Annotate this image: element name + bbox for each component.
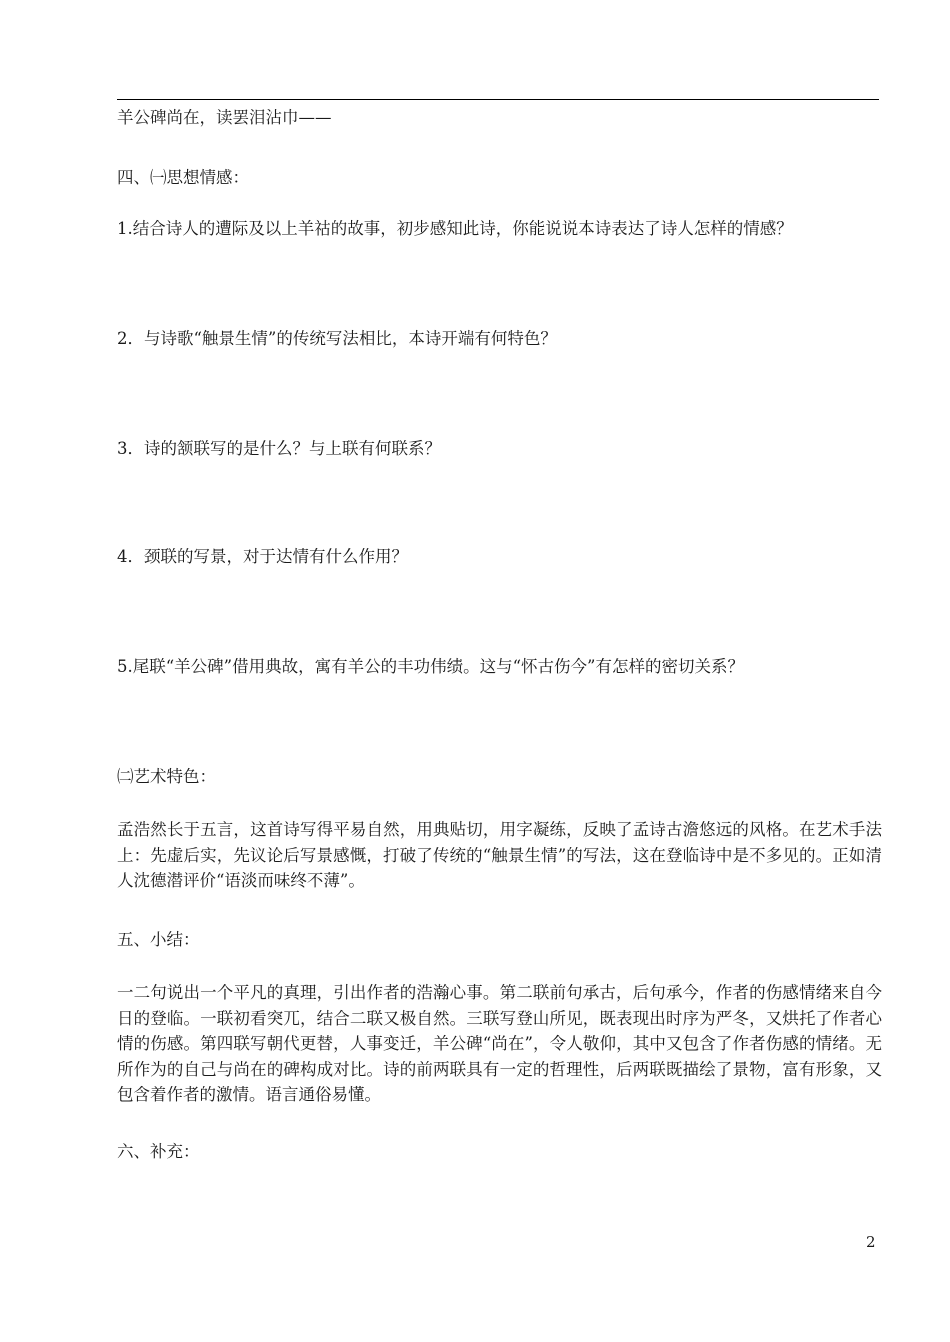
- art-paragraph: 孟浩然长于五言，这首诗写得平易自然，用典贴切，用字凝练，反映了孟诗古澹悠远的风格。在艺术手法上：先虚后实，先议论后写景感慨，打破了传统的“触景生情”的写法，这在登临诗中是不多见的。正如清人沈德潜评价“语淡而味终不薄”。: [117, 820, 882, 890]
- question-5: 5.尾联“羊公碑”借用典故，寓有羊公的丰功伟绩。这与“怀古伤今”有怎样的密切关系？: [117, 657, 744, 676]
- section5-heading: 五、小结：: [117, 930, 200, 949]
- header-rule: [117, 99, 879, 100]
- section6-heading: 六、补充：: [117, 1142, 200, 1161]
- question-3: 3．诗的颔联写的是什么？与上联有何联系？: [117, 439, 441, 458]
- question-1: 1.结合诗人的遭际及以上羊祜的故事，初步感知此诗，你能说说本诗表达了诗人怎样的情感？: [117, 219, 793, 238]
- question-4: 4．颈联的写景，对于达情有什么作用？: [117, 547, 408, 566]
- question-2: 2．与诗歌“触景生情”的传统写法相比，本诗开端有何特色？: [117, 329, 557, 348]
- summary-paragraph: 一二句说出一个平凡的真理，引出作者的浩瀚心事。第二联前句承古，后句承今，作者的伤感情绪来自今日的登临。一联初看突兀，结合二联又极自然。三联写登山所见，既表现出时序为严冬，又烘托了作者心情的伤感。第四联写朝代更替，人事变迁，羊公碑“尚在”，令人敬仰，其中又包含了作者伤感的情绪。无所作为的自己与尚在的碑构成对比。诗的前两联具有一定的哲理性，后两联既描绘了景物，富有形象，又包含着作者的激情。语言通俗易懂。: [117, 983, 882, 1104]
- page-number: 2: [866, 1233, 876, 1251]
- art-heading: ㈡艺术特色：: [117, 767, 216, 786]
- section4-heading: 四、㈠思想情感：: [117, 168, 249, 187]
- header-line: 羊公碑尚在，读罢泪沾巾——: [117, 108, 332, 127]
